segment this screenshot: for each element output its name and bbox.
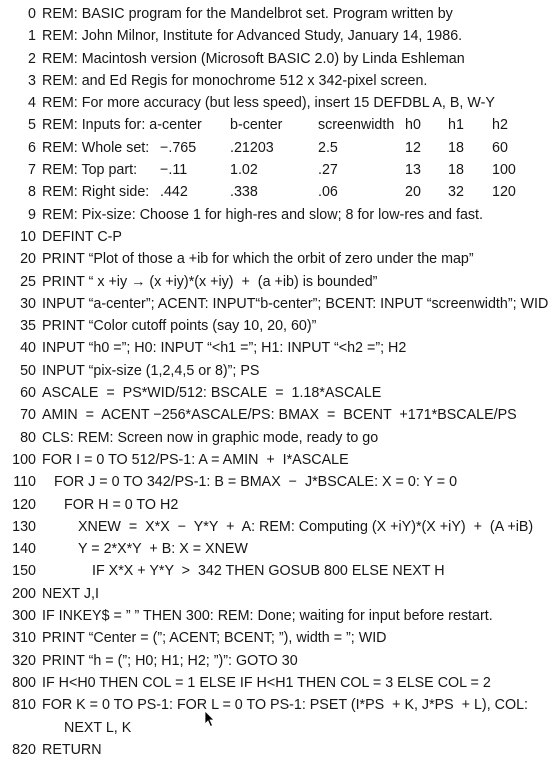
line-code: FOR J = 0 TO 342/PS-1: B = BMAX − J*BSCALE: X = 0: Y = 0 — [54, 474, 458, 491]
program-line — [0, 650, 550, 672]
table-cell: 32 — [448, 184, 464, 201]
line-code: REM: Inputs for: a-center — [42, 117, 202, 134]
line-code: PRINT “Color cutoff points (say 10, 20, 60)” — [42, 318, 317, 335]
table-cell: 2.5 — [318, 139, 338, 156]
line-code: ASCALE = PS*WID/512: BSCALE = 1.18*ASCALE — [42, 385, 382, 402]
table-cell: −.765 — [160, 139, 197, 156]
line-code: CLS: REM: Screen now in graphic mode, ready to go — [42, 429, 379, 446]
line-code: PRINT “Center = (”; ACENT; BCENT; ”), width = ”; WID — [42, 630, 387, 647]
line-code: IF X*X + Y*Y > 342 THEN GOSUB 800 ELSE NEXT H — [92, 563, 445, 580]
program-line — [0, 494, 550, 516]
line-code: Y = 2*X*Y + B: X = XNEW — [78, 541, 248, 558]
line-number: 40 — [20, 340, 36, 357]
program-line — [0, 471, 550, 493]
line-code: REM: BASIC program for the Mandelbrot set. Program written by — [42, 6, 453, 22]
program-line — [0, 538, 550, 560]
table-cell: 100 — [492, 162, 516, 179]
program-line — [0, 137, 550, 159]
line-code: PRINT “ x +iy → (x +iy)*(x +iy) + (a +ib) is bounded” — [42, 273, 378, 290]
table-cell: h2 — [492, 117, 508, 134]
line-number: 50 — [20, 362, 36, 379]
program-line — [0, 404, 550, 426]
line-number: 110 — [13, 474, 36, 491]
program-line — [0, 226, 550, 248]
line-code: REM: Right side: — [42, 184, 150, 201]
line-code: INPUT “h0 =”; H0: INPUT “<h1 =”; H1: INPUT “<h2 =”; H2 — [42, 340, 407, 357]
line-code: AMIN = ACENT −256*ASCALE/PS: BMAX = BCENT +171*BSCALE/PS — [42, 407, 517, 424]
line-number: 35 — [20, 318, 36, 335]
line-code: REM: and Ed Regis for monochrome 512 x 342-pixel screen. — [42, 72, 428, 89]
line-code: FOR K = 0 TO PS-1: FOR L = 0 TO PS-1: PSET (I*PS + K, J*PS + L), COL: — [42, 697, 529, 714]
program-line — [0, 159, 550, 181]
program-line — [0, 25, 550, 47]
table-cell: h1 — [448, 117, 464, 134]
program-line — [0, 92, 550, 114]
line-number: 7 — [28, 162, 36, 179]
line-number: 80 — [20, 429, 36, 446]
line-code: FOR I = 0 TO 512/PS-1: A = AMIN + I*ASCALE — [42, 451, 349, 468]
program-line — [0, 70, 550, 92]
program-line — [0, 516, 550, 538]
line-number: 8 — [28, 184, 36, 201]
table-cell: .27 — [318, 162, 338, 179]
line-number: 20 — [20, 251, 36, 268]
line-code: DEFINT C-P — [42, 228, 122, 245]
line-number: 120 — [12, 496, 36, 513]
table-cell: .06 — [318, 184, 338, 201]
program-line — [0, 48, 550, 70]
table-cell: 18 — [448, 162, 464, 179]
line-code: REM: For more accuracy (but less speed), insert 15 DEFDBL A, B, W-Y — [42, 95, 495, 112]
line-code: PRINT “h = (”; H0; H1; H2; ”)”: GOTO 30 — [42, 652, 298, 669]
program-line — [0, 315, 550, 337]
line-number: 10 — [20, 228, 36, 245]
line-number: 60 — [20, 385, 36, 402]
line-number: 30 — [20, 295, 36, 312]
line-number: 70 — [20, 407, 36, 424]
line-number: 25 — [20, 273, 36, 290]
program-line — [0, 605, 550, 627]
line-code: REM: John Milnor, Institute for Advanced Study, January 14, 1986. — [42, 28, 463, 45]
table-cell: .21203 — [230, 139, 274, 156]
line-number: 820 — [12, 741, 36, 758]
line-code: XNEW = X*X − Y*Y + A: REM: Computing (X +iY)*(X +iY) + (A +iB) — [78, 518, 534, 535]
line-number: 810 — [12, 697, 36, 714]
program-line — [0, 427, 550, 449]
program-line — [0, 583, 550, 605]
line-code: REM: Macintosh version (Microsoft BASIC 2.0) by Linda Eshleman — [42, 50, 465, 67]
line-code: INPUT “pix-size (1,2,4,5 or 8)”; PS — [42, 362, 260, 379]
table-cell: .338 — [230, 184, 258, 201]
program-line — [0, 739, 550, 761]
line-code: REM: Whole set: — [42, 139, 150, 156]
program-line — [0, 204, 550, 226]
table-cell: 20 — [405, 184, 421, 201]
line-number: 9 — [28, 206, 36, 223]
line-number: 0 — [28, 6, 36, 22]
line-code: PRINT “Plot of those a +ib for which the orbit of zero under the map” — [42, 251, 474, 268]
program-line — [0, 337, 550, 359]
line-number: 3 — [28, 72, 36, 89]
table-cell: 60 — [492, 139, 508, 156]
table-cell: screenwidth — [318, 117, 395, 134]
program-line — [0, 627, 550, 649]
program-line — [0, 717, 550, 739]
line-code: IF INKEY$ = ” ” THEN 300: REM: Done; waiting for input before restart. — [42, 608, 493, 625]
line-number: 4 — [28, 95, 36, 112]
line-code: REM: Pix-size: Choose 1 for high-res and slow; 8 for low-res and fast. — [42, 206, 483, 223]
line-number: 310 — [12, 630, 36, 647]
line-number: 200 — [12, 585, 36, 602]
table-cell: h0 — [405, 117, 421, 134]
program-line — [0, 360, 550, 382]
line-number: 5 — [28, 117, 36, 134]
program-line — [0, 114, 550, 136]
line-number: 1 — [28, 28, 36, 45]
table-cell: 120 — [492, 184, 516, 201]
table-cell: 13 — [405, 162, 421, 179]
line-number: 6 — [28, 139, 36, 156]
line-code: REM: Top part: — [42, 162, 138, 179]
line-code: IF H<H0 THEN COL = 1 ELSE IF H<H1 THEN COL = 3 ELSE COL = 2 — [42, 674, 491, 691]
line-code: INPUT “a-center”; ACENT: INPUT“b-center”; BCENT: INPUT “screenwidth”; WID — [42, 295, 549, 312]
line-number: 100 — [12, 451, 36, 468]
table-cell: 12 — [405, 139, 421, 156]
program-line — [0, 271, 550, 293]
program-line — [0, 181, 550, 203]
program-line — [0, 248, 550, 270]
program-line — [0, 694, 550, 716]
line-code: NEXT J,I — [42, 585, 99, 602]
program-line — [0, 293, 550, 315]
line-code: NEXT L, K — [64, 719, 132, 736]
program-line — [0, 382, 550, 404]
line-code: FOR H = 0 TO H2 — [64, 496, 179, 513]
line-number: 140 — [12, 541, 36, 558]
table-cell: .442 — [160, 184, 188, 201]
line-number: 800 — [12, 674, 36, 691]
program-line — [0, 560, 550, 582]
table-cell: b-center — [230, 117, 283, 134]
line-number: 2 — [28, 50, 36, 67]
table-cell: 18 — [448, 139, 464, 156]
program-line — [0, 449, 550, 471]
line-number: 150 — [12, 563, 36, 580]
mouse-pointer-icon — [204, 710, 216, 728]
line-number: 130 — [12, 518, 36, 535]
table-cell: −.11 — [160, 162, 188, 179]
basic-program-listing — [0, 3, 550, 761]
program-line — [0, 3, 550, 25]
program-line — [0, 672, 550, 694]
line-code: RETURN — [42, 741, 102, 758]
line-number: 300 — [12, 608, 36, 625]
table-cell: 1.02 — [230, 162, 258, 179]
line-number: 320 — [12, 652, 36, 669]
